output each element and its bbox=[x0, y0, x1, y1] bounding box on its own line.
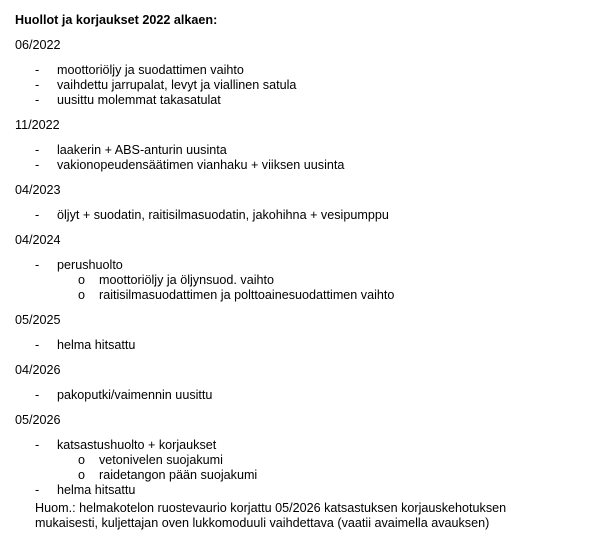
sub-item-list bbox=[57, 273, 590, 303]
item-text: perushuolto bbox=[57, 258, 123, 272]
list-item bbox=[15, 338, 590, 353]
circle-bullet: o bbox=[78, 288, 86, 302]
dash-bullet: - bbox=[35, 158, 40, 172]
list-item bbox=[15, 483, 590, 498]
item-text: uusittu molemmat takasatulat bbox=[57, 93, 221, 107]
section-date: 05/2025 bbox=[15, 313, 61, 327]
circle-bullet: o bbox=[78, 453, 86, 467]
dash-bullet: - bbox=[35, 93, 40, 107]
sub-list-item bbox=[57, 468, 590, 483]
section-04-2024 bbox=[15, 233, 590, 303]
dash-bullet: - bbox=[35, 483, 40, 497]
item-text: pakoputki/vaimennin uusittu bbox=[57, 388, 213, 402]
item-list bbox=[15, 143, 590, 173]
document-body bbox=[15, 13, 590, 531]
sub-item-list bbox=[57, 453, 590, 483]
dash-bullet: - bbox=[35, 338, 40, 352]
list-item bbox=[15, 388, 590, 403]
circle-bullet: o bbox=[78, 273, 86, 287]
list-item bbox=[15, 158, 590, 173]
dash-bullet: - bbox=[35, 78, 40, 92]
list-item bbox=[15, 63, 590, 78]
item-text: moottoriöljy ja suodattimen vaihto bbox=[57, 63, 244, 77]
list-item bbox=[15, 93, 590, 108]
item-text: helma hitsattu bbox=[57, 483, 136, 497]
sub-item-text: moottoriöljy ja öljynsuod. vaihto bbox=[99, 273, 275, 287]
dash-bullet: - bbox=[35, 388, 40, 402]
dash-bullet: - bbox=[35, 143, 40, 157]
item-text: vaihdettu jarrupalat, levyt ja viallinen satula bbox=[57, 78, 297, 92]
section-05-2026 bbox=[15, 413, 590, 531]
item-text: katsastushuolto + korjaukset bbox=[57, 438, 217, 452]
section-06-2022 bbox=[15, 38, 590, 108]
note-paragraph: Huom.: helmakotelon ruostevaurio korjattu 05/2026 katsastuksen korjauskehotuksen mukaisesti, kuljettajan oven lukkomoduuli vaihdettava (vaatii avaimella avauksen) bbox=[35, 501, 507, 530]
dash-bullet: - bbox=[35, 63, 40, 77]
list-item bbox=[15, 143, 590, 158]
item-list bbox=[15, 258, 590, 303]
list-item bbox=[15, 438, 590, 483]
dash-bullet: - bbox=[35, 258, 40, 272]
sub-list-item bbox=[57, 273, 590, 288]
section-date: 04/2023 bbox=[15, 183, 61, 197]
sub-item-text: raitisilmasuodattimen ja polttoainesuodattimen vaihto bbox=[99, 288, 395, 302]
item-list bbox=[15, 63, 590, 108]
list-item bbox=[15, 208, 590, 223]
list-item bbox=[15, 258, 590, 303]
item-list bbox=[15, 208, 590, 223]
sub-item-text: vetonivelen suojakumi bbox=[99, 453, 223, 467]
item-list bbox=[15, 338, 590, 353]
section-11-2022 bbox=[15, 118, 590, 173]
section-04-2023 bbox=[15, 183, 590, 223]
item-text: öljyt + suodatin, raitisilmasuodatin, jakohihna + vesipumppu bbox=[57, 208, 389, 222]
item-text: vakionopeudensäätimen vianhaku + viiksen uusinta bbox=[57, 158, 345, 172]
section-04-2026 bbox=[15, 363, 590, 403]
list-item bbox=[15, 78, 590, 93]
item-text: laakerin + ABS-anturin uusinta bbox=[57, 143, 227, 157]
sub-list-item bbox=[57, 288, 590, 303]
section-date: 06/2022 bbox=[15, 38, 61, 52]
dash-bullet: - bbox=[35, 208, 40, 222]
sub-item-text: raidetangon pään suojakumi bbox=[99, 468, 258, 482]
section-05-2025 bbox=[15, 313, 590, 353]
item-list bbox=[15, 438, 590, 498]
section-date: 11/2022 bbox=[15, 118, 60, 132]
dash-bullet: - bbox=[35, 438, 40, 452]
circle-bullet: o bbox=[78, 468, 86, 482]
document-title: Huollot ja korjaukset 2022 alkaen: bbox=[15, 13, 218, 27]
item-text: helma hitsattu bbox=[57, 338, 136, 352]
section-date: 04/2026 bbox=[15, 363, 61, 377]
item-list bbox=[15, 388, 590, 403]
sub-list-item bbox=[57, 453, 590, 468]
section-date: 04/2024 bbox=[15, 233, 61, 247]
section-date: 05/2026 bbox=[15, 413, 61, 427]
